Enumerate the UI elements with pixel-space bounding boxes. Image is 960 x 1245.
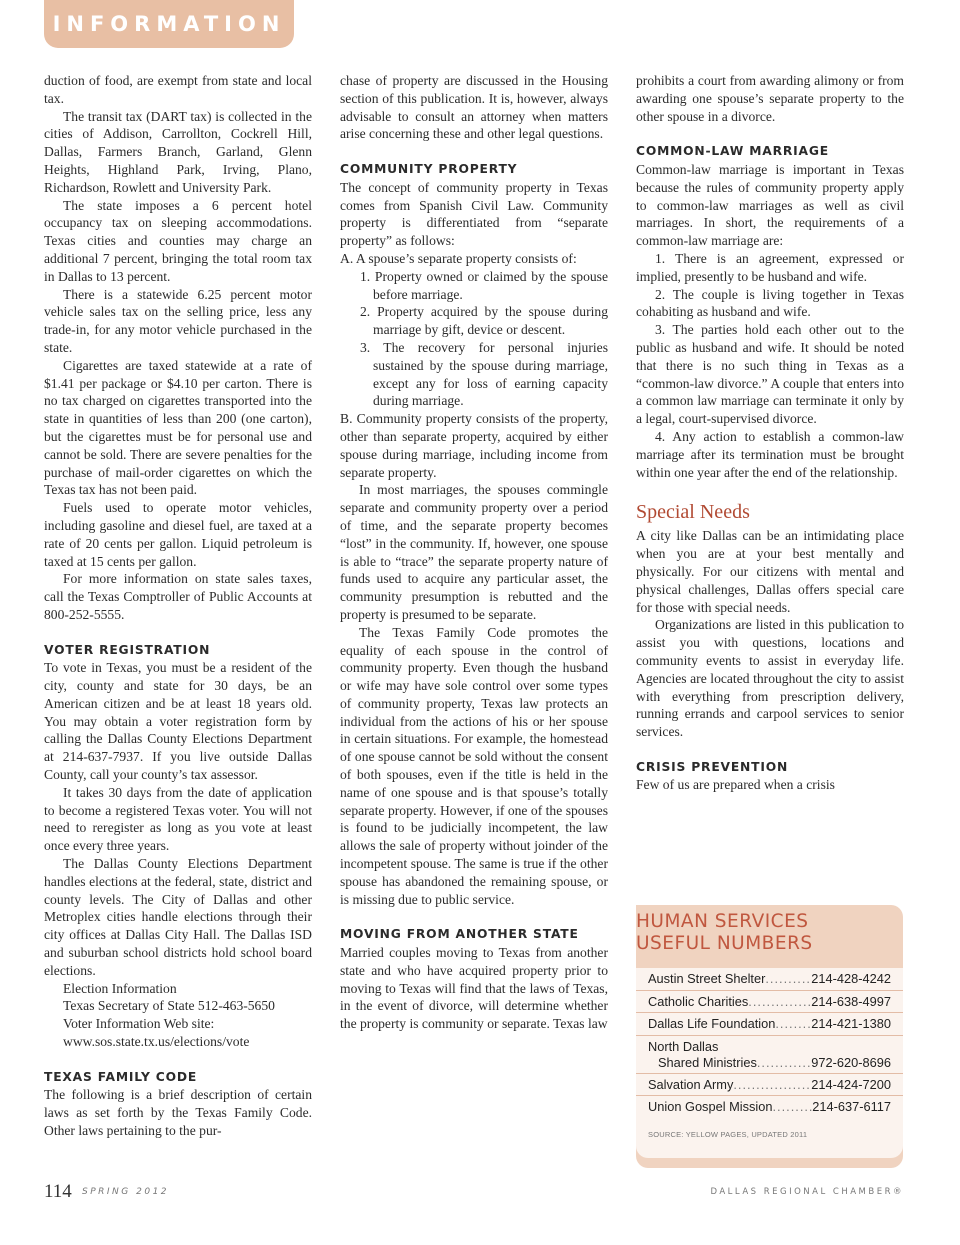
org-name: Austin Street Shelter	[648, 971, 766, 986]
leader-dots	[757, 1055, 811, 1071]
source-note: SOURCE: YELLOW PAGES, UPDATED 2011	[648, 1130, 808, 1139]
phone-number: 972-620-8696	[811, 1054, 891, 1070]
voter-info-url[interactable]: www.sos.state.tx.us/elections/vote	[63, 1034, 250, 1050]
heading-crisis-prevention: CRISIS PREVENTION	[636, 759, 789, 774]
leader-dots	[748, 991, 811, 1013]
numbered-item: 3. The parties hold each other out to the public as husband and wife. It should be noted that there is no such thing in Texas as a “common-law divorce.” A couple that enters into a common law marriage can terminate it only by a legal, court-supervised divorce.	[636, 322, 904, 427]
org-name: Dallas Life Foundation	[648, 1016, 776, 1031]
column-2	[340, 72, 608, 1033]
page-footer	[44, 1181, 904, 1203]
org-name: Union Gospel Mission	[648, 1099, 773, 1114]
box-title-line: HUMAN SERVICES	[636, 911, 809, 932]
paragraph: For more information on state sales taxes, call the Texas Comptroller of Public Accounts at 800-252-5555.	[44, 571, 312, 622]
org-name: Catholic Charities	[648, 993, 749, 1009]
page-number: 114	[44, 1181, 72, 1202]
paragraph: The Texas Family Code promotes the equality of each spouse in the control of community property. Even though the husband or wife may have sole control over some types of community property, Texas law protects an individual from the actions of his or her spouse in certain situations. For example, the homestead of one spouse cannot be sold without the consent of both spouses, even if the title is held in the name of one spouse and is that spouse’s totally separate property. However, if one of the spouses is found to be judicially incompetent, the law allows the sale of property without joinder of the incompetent spouse. The same is true if the other spouse has abandoned the remaining spouse, or is missing due to public service.	[340, 624, 608, 907]
phone-number: 214-424-7200	[811, 1076, 891, 1092]
issue-label: SPRING 2012	[82, 1187, 170, 1197]
phone-number: 214-638-4997	[811, 993, 891, 1009]
list-item	[636, 1013, 903, 1036]
phone-number: 214-421-1380	[811, 1016, 891, 1031]
paragraph: The transit tax (DART tax) is collected in the cities of Addison, Carrollton, Cockrell Hill, Dallas, Farmers Branch, Garland, Glenn Heights, Highland Park, Irving, Plano, Richardson, Rowlett and University Park.	[44, 108, 312, 195]
list-item	[636, 1036, 903, 1074]
contact-line: Election Information	[63, 980, 177, 996]
contact-line: Texas Secretary of State 512-463-5650	[63, 998, 275, 1014]
org-name: Shared Ministries	[658, 1054, 757, 1070]
list-item	[636, 991, 903, 1014]
section-tab-label: INFORMATION	[52, 12, 286, 36]
paragraph: Few of us are prepared when a crisis	[636, 777, 835, 793]
paragraph: The Dallas County Elections Department handles elections at the federal, state, district and county levels. The City of Dallas and other Metroplex cities handle elections through their city offices at Dallas City Hall. The Dallas ISD and suburban school districts hold school board elections.	[44, 856, 312, 978]
phone-number: 214-428-4242	[811, 971, 891, 986]
separate-property-list	[340, 268, 608, 410]
paragraph: B. Community property consists of the property, other than separate property, acquired by either spouse during marriage, including income from separate property.	[340, 411, 608, 480]
numbered-item: 4. Any action to establish a common-law marriage after its termination must be brought within one year after the end of the relationship.	[636, 428, 904, 480]
paragraph: To vote in Texas, you must be a resident of the city, county and state for 30 days, be an American citizen and be at least 18 years old. You may obtain a voter registration form by calling the Dallas County Elections Department at 214-637-7937. If you live outside Dallas County, call your county’s tax assessor.	[44, 660, 312, 783]
heading-common-law-marriage: COMMON-LAW MARRIAGE	[636, 144, 829, 159]
phone-list	[636, 968, 903, 1158]
column-1	[44, 72, 312, 1140]
paragraph: Married couples moving to Texas from another state and who have acquired property prior to moving to Texas will find that the laws of Texas, in the event of divorce, will determine whether the property is community or separate. Texas law	[340, 945, 608, 1032]
leader-dots	[772, 1096, 812, 1119]
list-item: 3. The recovery for personal injuries sustained by the spouse during marriage, except any for loss of earning capacity during marriage.	[360, 339, 608, 409]
paragraph: There is a statewide 6.25 percent motor vehicle sales tax on the selling price, less any trade-in, for any motor vehicle purchased in the state.	[44, 286, 312, 355]
numbered-item: 1. There is an agreement, expressed or implied, presently to be husband and wife.	[636, 250, 904, 284]
list-intro: A. A spouse’s separate property consists of:	[340, 250, 577, 266]
section-title-special-needs: Special Needs	[636, 501, 750, 524]
list-item	[636, 1096, 903, 1119]
heading-community-property: COMMUNITY PROPERTY	[340, 161, 518, 176]
paragraph: Organizations are listed in this publication to assist you with questions, locations and community events to assist in everyday life. Agencies are located throughout the city to assist with everything from prescription delivery, running errands and carpool services to senior services.	[636, 617, 904, 740]
box-title-line: USEFUL NUMBERS	[636, 933, 813, 954]
org-name: North Dallas	[648, 1038, 719, 1054]
list-item: 1. Property owned or claimed by the spouse before marriage.	[360, 268, 608, 302]
list-item	[636, 1074, 903, 1097]
section-tab	[44, 0, 294, 48]
human-services-box	[636, 905, 903, 1168]
leader-dots	[775, 1013, 811, 1035]
leader-dots	[765, 968, 811, 990]
list-item: 2. Property acquired by the spouse during marriage by gift, device or descent.	[360, 304, 608, 338]
heading-moving-from-another-state: MOVING FROM ANOTHER STATE	[340, 927, 579, 942]
heading-texas-family-code: TEXAS FAMILY CODE	[44, 1069, 198, 1084]
publisher-name: DALLAS REGIONAL CHAMBER®	[710, 1187, 904, 1197]
org-name-line-2	[648, 1055, 891, 1071]
paragraph: The following is a brief description of certain laws as set forth by the Texas Family Code. Other laws pertaining to the pur-	[44, 1087, 312, 1139]
heading-voter-registration: VOTER REGISTRATION	[44, 642, 211, 657]
paragraph: prohibits a court from awarding alimony or from awarding one spouse’s separate property to the other spouse in a divorce.	[636, 73, 904, 124]
column-3	[636, 72, 904, 794]
paragraph: duction of food, are exempt from state and local tax.	[44, 73, 312, 106]
contact-line: Voter Information Web site:	[63, 1016, 215, 1032]
numbered-item: 2. The couple is living together in Texas cohabiting as husband and wife.	[636, 286, 904, 320]
paragraph: It takes 30 days from the date of application to become a registered Texas voter. You will not need to reregister as long as you vote at least once every three years.	[44, 784, 312, 854]
list-item	[636, 968, 903, 991]
paragraph: In most marriages, the spouses commingle separate and community property over a period of time, and the separate property becomes “lost” in the community. If, however, one spouse is able to “trace” the separate property nature of funds used to acquire any particular asset, the community presumption is rebutted and the property is presumed to be separate.	[340, 482, 608, 622]
paragraph: Common-law marriage is important in Texas because the rules of community property apply to common-law marriages as well as civil marriages. In short, the requirements of a common-law marriage are:	[636, 161, 904, 249]
paragraph: The state imposes a 6 percent hotel occupancy tax on sleeping accommodations. Texas cities and counties may charge an additional 7 percent, bringing the total room tax in Dallas to 13 percent.	[44, 197, 312, 284]
paragraph: chase of property are discussed in the Housing section of this publication. It is, however, always advisable to consult an attorney when matters arise concerning these and other legal questions.	[340, 73, 608, 142]
paragraph: Fuels used to operate motor vehicles, including gasoline and diesel fuel, are taxed at a rate of 20 cents per gallon. Liquid petroleum is taxed at 15 cents per gallon.	[44, 500, 312, 569]
phone-number: 214-637-6117	[812, 1099, 891, 1114]
box-title	[636, 911, 903, 955]
paragraph: A city like Dallas can be an intimidating place when you are at your best mentally and physically. For our citizens with mental and physical challenges, Dallas offers special care for those with special needs.	[636, 528, 904, 615]
leader-dots	[733, 1074, 811, 1096]
paragraph: Cigarettes are taxed statewide at a rate of $1.41 per package or $4.10 per carton. There is no tax charged on cigarettes transported into the state in quantities of less than 200 (one carton), but the cigarettes must be for personal use and cannot be sold. There are severe penalties for the purchase of mail-order cigarettes on which the Texas tax has not been paid.	[44, 357, 312, 498]
org-name: Salvation Army	[648, 1076, 734, 1092]
paragraph: The concept of community property in Texas comes from Spanish Civil Law. Community property is differentiated from “separate property” as follows:	[340, 179, 608, 249]
